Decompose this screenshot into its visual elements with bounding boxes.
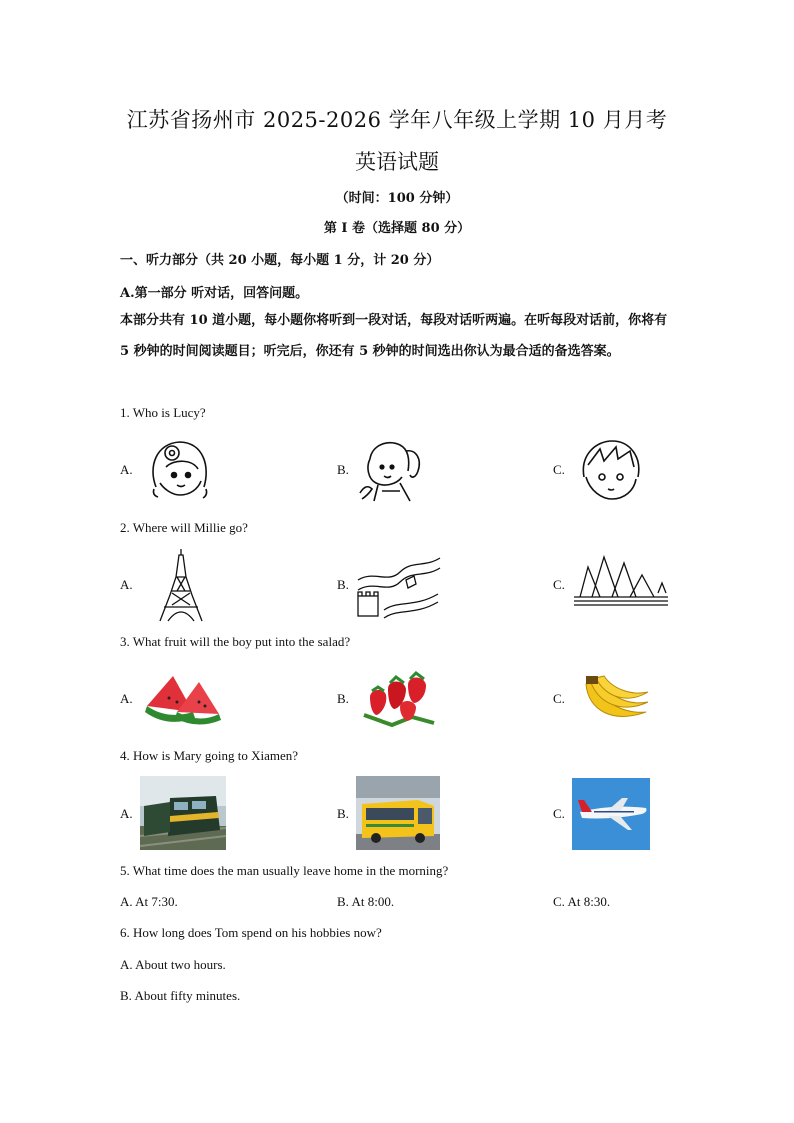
- question-2: 2. Where will Millie go?: [120, 520, 248, 535]
- q5-option-b[interactable]: B. At 8:00.: [337, 894, 395, 909]
- airplane-photo: [572, 778, 650, 850]
- girl-with-bow-icon: [146, 437, 214, 503]
- q6-option-b[interactable]: B. About fifty minutes.: [120, 988, 241, 1003]
- q5-option-c[interactable]: C. At 8:30.: [553, 894, 611, 909]
- bananas-icon: [582, 674, 650, 726]
- strawberries-icon: [362, 669, 436, 727]
- q2-option-b[interactable]: B.: [337, 577, 349, 592]
- sydney-opera-house-icon: [572, 553, 670, 609]
- q1-option-a[interactable]: A.: [120, 462, 133, 477]
- q2-option-c[interactable]: C.: [553, 577, 565, 592]
- bus-photo: [356, 776, 440, 850]
- question-3: 3. What fruit will the boy put into the salad?: [120, 634, 351, 649]
- section-heading: 一、听力部分（共 20 小题，每小题 1 分，计 20 分）: [120, 253, 440, 268]
- q4-option-a[interactable]: A.: [120, 806, 133, 821]
- q1-option-c[interactable]: C.: [553, 462, 565, 477]
- eiffel-tower-icon: [150, 547, 212, 623]
- q3-option-c[interactable]: C.: [553, 691, 565, 706]
- q5-option-a[interactable]: A. At 7:30.: [120, 894, 178, 909]
- exam-time: （时间：100 分钟）: [335, 191, 459, 206]
- page-subtitle: 英语试题: [355, 150, 439, 174]
- instructions: 本部分共有 10 道小题，每小题你将听到一段对话，每段对话听两遍。在听每段对话前，你将有 5 秒钟的时间阅读题目；听完后，你还有 5 秒钟的时间选出你认为最合适的备选答案。: [120, 313, 668, 359]
- question-5: 5. What time does the man usually leave home in the morning?: [120, 863, 449, 878]
- q2-option-a[interactable]: A.: [120, 577, 133, 592]
- q6-option-a[interactable]: A. About two hours.: [120, 957, 226, 972]
- part-a-heading: A.第一部分 听对话，回答问题。: [120, 286, 309, 301]
- page-title: 江苏省扬州市 2025-2026 学年八年级上学期 10 月月考: [126, 108, 668, 132]
- question-1: 1. Who is Lucy?: [120, 405, 206, 420]
- question-6: 6. How long does Tom spend on his hobbies now?: [120, 925, 382, 940]
- q4-option-c[interactable]: C.: [553, 806, 565, 821]
- girl-with-ponytail-icon: [356, 437, 426, 503]
- q1-option-b[interactable]: B.: [337, 462, 349, 477]
- girl-short-hair-icon: [576, 437, 644, 503]
- q4-option-b[interactable]: B.: [337, 806, 349, 821]
- q3-option-b[interactable]: B.: [337, 691, 349, 706]
- watermelon-icon: [143, 672, 225, 726]
- question-4: 4. How is Mary going to Xiamen?: [120, 748, 299, 763]
- train-photo: [140, 776, 226, 850]
- volume-heading: 第 I 卷（选择题 80 分）: [323, 221, 471, 236]
- great-wall-icon: [354, 550, 442, 620]
- q3-option-a[interactable]: A.: [120, 691, 133, 706]
